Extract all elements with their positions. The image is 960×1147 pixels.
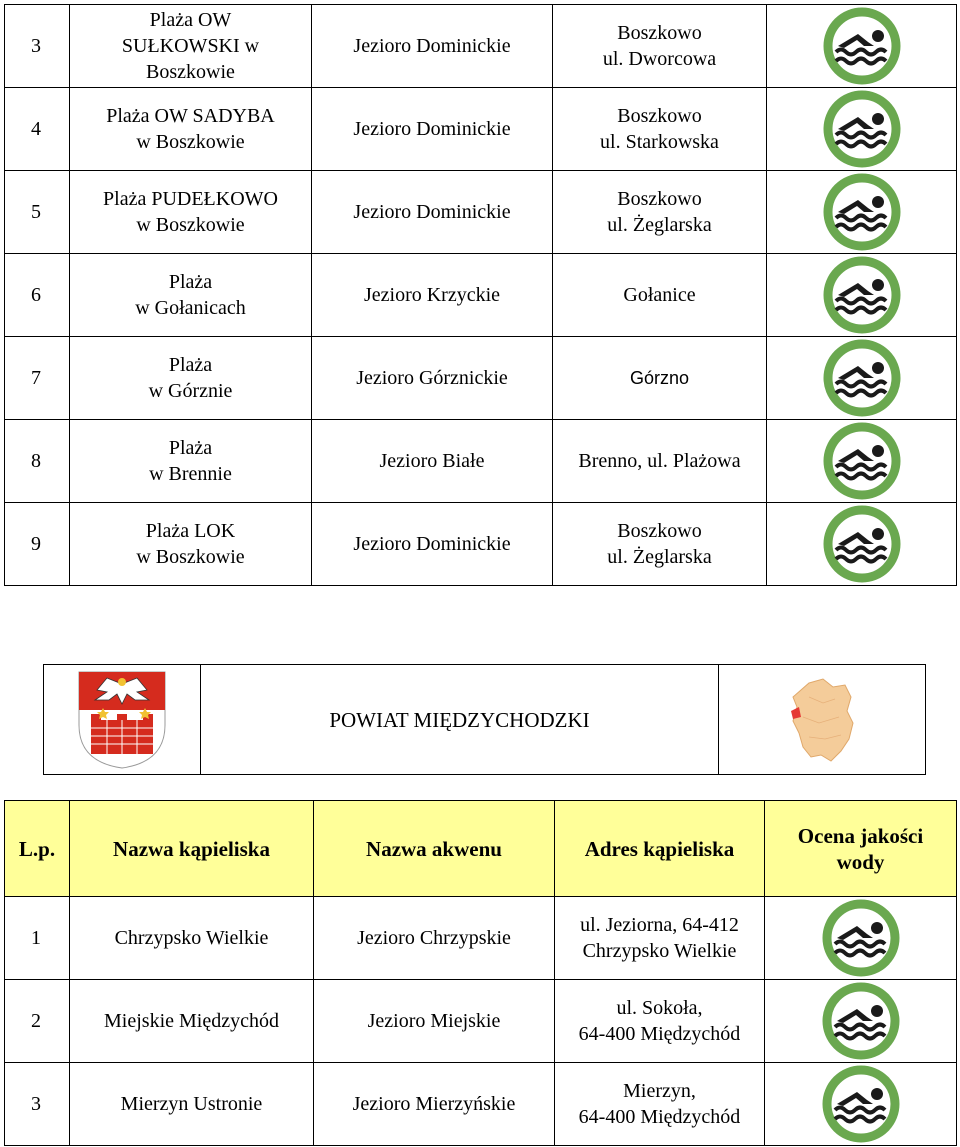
swimming-allowed-icon bbox=[822, 89, 902, 169]
beach-address-line: ul. Żeglarska bbox=[607, 546, 712, 568]
swimming-allowed-icon bbox=[821, 981, 901, 1061]
water-quality-cell bbox=[765, 980, 957, 1063]
beach-name-line: w Boszkowie bbox=[136, 214, 245, 236]
lake-name bbox=[314, 897, 555, 980]
beach-address-line: 64-400 Międzychód bbox=[578, 1106, 741, 1128]
header-row bbox=[5, 801, 957, 897]
row-number: 5 bbox=[5, 171, 70, 254]
water-quality-cell bbox=[767, 254, 957, 337]
row-number: 3 bbox=[5, 1063, 70, 1146]
county-coat-of-arms-icon bbox=[77, 670, 167, 770]
water-quality-cell bbox=[767, 5, 957, 88]
lake-name bbox=[312, 88, 553, 171]
beach-name-line: Boszkowie bbox=[146, 61, 235, 83]
beach-name-line: Plaża OW SADYBA bbox=[106, 105, 275, 127]
row-number: 7 bbox=[5, 337, 70, 420]
lake-name bbox=[312, 420, 553, 503]
beach-row bbox=[5, 5, 957, 88]
beach-address-line: ul. Starkowska bbox=[600, 131, 719, 153]
row-number: 6 bbox=[5, 254, 70, 337]
region-map-icon bbox=[789, 677, 855, 763]
swimming-allowed-icon bbox=[821, 898, 901, 978]
beach-address-line: Boszkowo bbox=[617, 188, 702, 210]
beach-address bbox=[555, 980, 765, 1063]
water-quality-cell bbox=[767, 503, 957, 586]
beach-address-line: ul. Dworcowa bbox=[602, 48, 717, 70]
lake-name-line: Jezioro Krzyckie bbox=[363, 284, 501, 306]
beach-row bbox=[5, 1063, 957, 1146]
water-quality-cell bbox=[765, 1063, 957, 1146]
beach-address-line: Boszkowo bbox=[617, 22, 702, 44]
lake-name bbox=[312, 337, 553, 420]
beach-name bbox=[70, 1063, 314, 1146]
beach-address-line: ul. Żeglarska bbox=[607, 214, 712, 236]
beach-name bbox=[70, 88, 312, 171]
beach-address-line: Chrzypsko Wielkie bbox=[582, 940, 737, 962]
header-quality-line: Ocena jakości bbox=[797, 823, 924, 848]
swimming-allowed-icon bbox=[822, 6, 902, 86]
row-number: 1 bbox=[5, 897, 70, 980]
beach-name-line: Chrzypsko Wielkie bbox=[114, 927, 269, 949]
swimming-allowed-icon bbox=[821, 1064, 901, 1144]
beach-address bbox=[553, 254, 767, 337]
beach-name-line: Plaża PUDEŁKOWO bbox=[103, 188, 278, 210]
beach-row bbox=[5, 420, 957, 503]
beach-address bbox=[555, 897, 765, 980]
lake-name-line: Jezioro Chrzypskie bbox=[357, 927, 511, 949]
water-quality-cell bbox=[767, 171, 957, 254]
lake-name-line: Jezioro Mierzyńskie bbox=[352, 1093, 516, 1115]
swimming-allowed-icon bbox=[822, 255, 902, 335]
county-title: POWIAT MIĘDZYCHODZKI bbox=[201, 665, 719, 775]
swimming-allowed-icon bbox=[822, 504, 902, 584]
header-name: Nazwa kąpieliska bbox=[70, 801, 314, 897]
beach-name-line: w Górznie bbox=[148, 380, 233, 402]
beach-name-line: Plaża OW bbox=[149, 9, 232, 31]
lake-name-line: Jezioro Dominickie bbox=[353, 35, 511, 57]
beach-name-line: Plaża bbox=[168, 271, 213, 293]
beaches-table-top bbox=[4, 4, 957, 586]
beach-name bbox=[70, 171, 312, 254]
lake-name-line: Jezioro Dominickie bbox=[353, 118, 511, 140]
beach-address-line: 64-400 Międzychód bbox=[578, 1023, 741, 1045]
beach-address-line: ul. Sokoła, bbox=[616, 997, 703, 1019]
beach-row bbox=[5, 88, 957, 171]
beach-name-line: Plaża LOK bbox=[145, 520, 236, 542]
lake-name bbox=[314, 1063, 555, 1146]
row-number: 3 bbox=[5, 5, 70, 88]
lake-name bbox=[314, 980, 555, 1063]
beach-name bbox=[70, 5, 312, 88]
header-address: Adres kąpieliska bbox=[555, 801, 765, 897]
header-num: L.p. bbox=[5, 801, 70, 897]
beach-address bbox=[553, 420, 767, 503]
beach-row bbox=[5, 171, 957, 254]
beach-address bbox=[555, 1063, 765, 1146]
beach-address-line: Brenno, ul. Plażowa bbox=[578, 450, 741, 472]
swimming-allowed-icon bbox=[822, 421, 902, 501]
header-quality-line: wody bbox=[836, 849, 885, 874]
beach-address bbox=[553, 88, 767, 171]
beach-name bbox=[70, 980, 314, 1063]
beach-name-line: Miejskie Międzychód bbox=[104, 1010, 279, 1032]
beach-row bbox=[5, 337, 957, 420]
beach-row bbox=[5, 254, 957, 337]
beach-name-line: w Boszkowie bbox=[136, 131, 245, 153]
beach-name bbox=[70, 337, 312, 420]
row-number: 4 bbox=[5, 88, 70, 171]
lake-name-line: Jezioro Miejskie bbox=[367, 1010, 501, 1032]
lake-name bbox=[312, 171, 553, 254]
beach-address bbox=[553, 337, 767, 420]
beach-name-line: w Gołanicach bbox=[135, 297, 246, 319]
beach-row bbox=[5, 897, 957, 980]
beach-row bbox=[5, 980, 957, 1063]
row-number: 2 bbox=[5, 980, 70, 1063]
swimming-allowed-icon bbox=[822, 172, 902, 252]
county-header-table bbox=[43, 664, 926, 775]
water-quality-cell bbox=[765, 897, 957, 980]
beach-name-line: SUŁKOWSKI w bbox=[121, 35, 260, 57]
water-quality-cell bbox=[767, 337, 957, 420]
beach-name-line: Mierzyn Ustronie bbox=[120, 1093, 263, 1115]
lake-name-line: Jezioro Dominickie bbox=[353, 533, 511, 555]
map-cell bbox=[719, 665, 926, 775]
beach-name bbox=[70, 254, 312, 337]
beach-row bbox=[5, 503, 957, 586]
row-number: 9 bbox=[5, 503, 70, 586]
lake-name bbox=[312, 5, 553, 88]
lake-name-line: Jezioro Białe bbox=[379, 450, 485, 472]
crest-cell bbox=[44, 665, 201, 775]
beach-name-line: w Brennie bbox=[149, 463, 232, 485]
header-quality bbox=[765, 801, 957, 897]
beach-address-line: Boszkowo bbox=[617, 520, 702, 542]
beach-name-line: Plaża bbox=[168, 437, 213, 459]
beach-address bbox=[553, 5, 767, 88]
beach-name-line: Plaża bbox=[168, 354, 213, 376]
beach-address bbox=[553, 503, 767, 586]
beach-address-line: Górzno bbox=[629, 368, 690, 388]
beach-address-line: ul. Jeziorna, 64-412 bbox=[580, 914, 739, 936]
lake-name-line: Jezioro Dominickie bbox=[353, 201, 511, 223]
beach-name bbox=[70, 420, 312, 503]
beach-name bbox=[70, 503, 312, 586]
beaches-table-bottom bbox=[4, 800, 957, 1146]
beach-address-line: Boszkowo bbox=[617, 105, 702, 127]
beach-address-line: Mierzyn, bbox=[623, 1080, 696, 1102]
beach-address-line: Gołanice bbox=[623, 284, 696, 306]
beach-name bbox=[70, 897, 314, 980]
header-lake: Nazwa akwenu bbox=[314, 801, 555, 897]
beach-name-line: w Boszkowie bbox=[136, 546, 245, 568]
swimming-allowed-icon bbox=[822, 338, 902, 418]
water-quality-cell bbox=[767, 420, 957, 503]
lake-name bbox=[312, 503, 553, 586]
lake-name bbox=[312, 254, 553, 337]
beach-address bbox=[553, 171, 767, 254]
row-number: 8 bbox=[5, 420, 70, 503]
water-quality-cell bbox=[767, 88, 957, 171]
lake-name-line: Jezioro Górznickie bbox=[356, 367, 508, 389]
